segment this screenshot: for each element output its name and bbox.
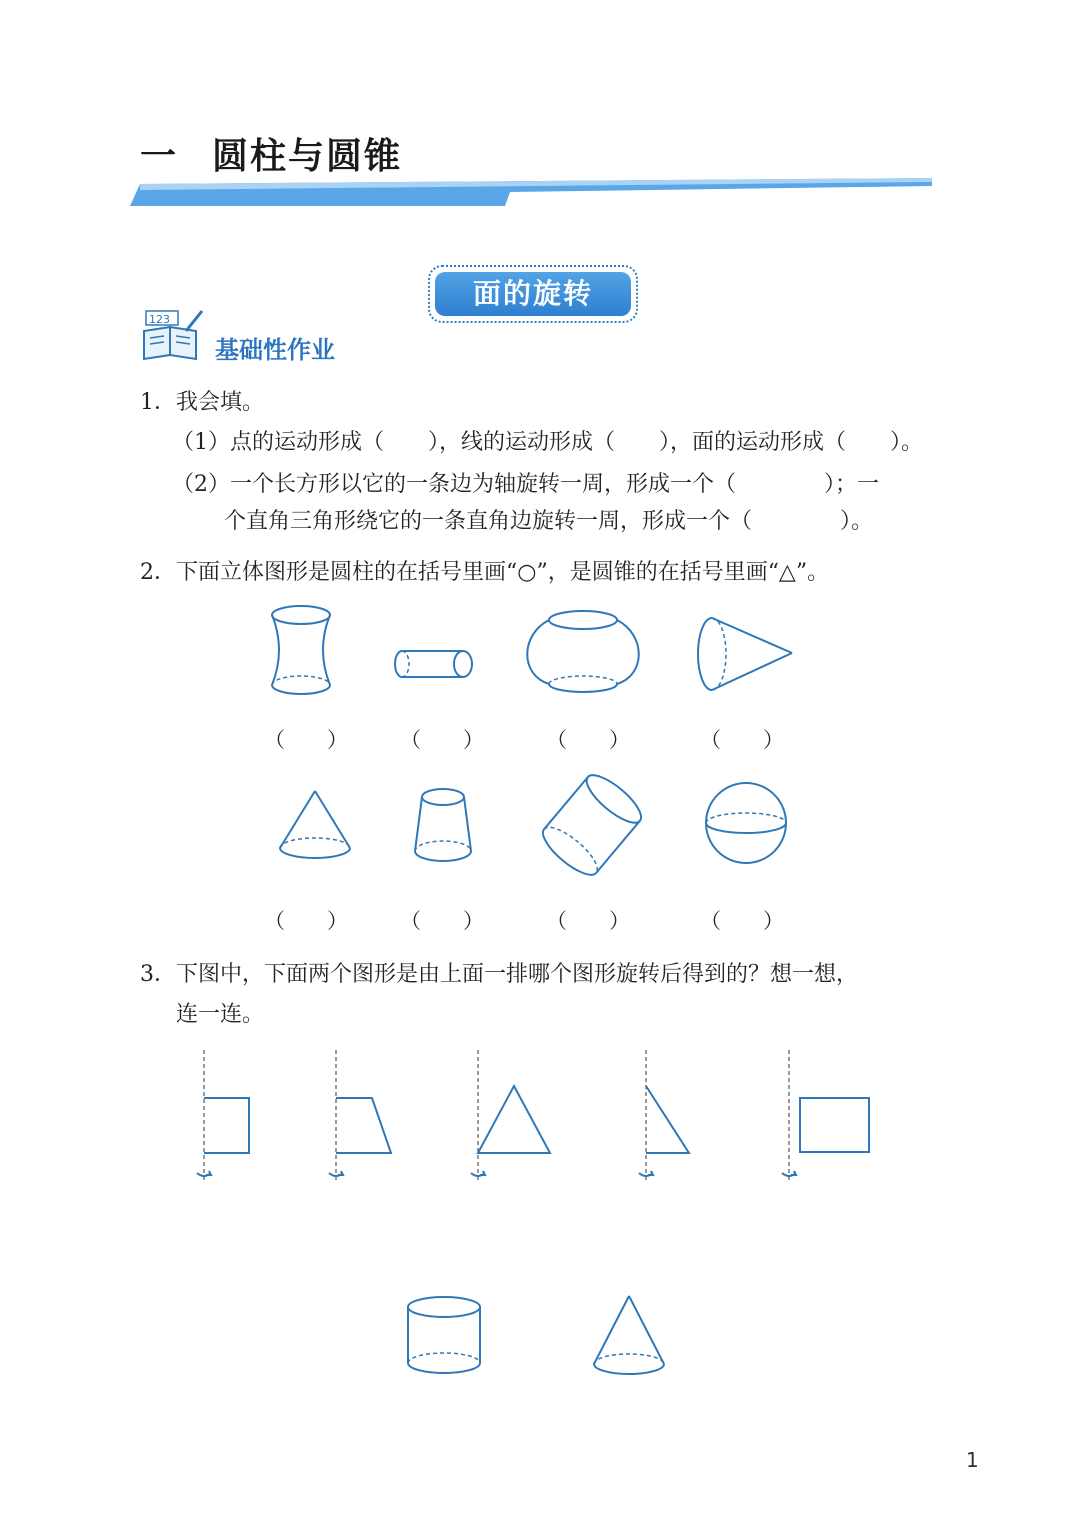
cylinder-icon	[408, 1297, 480, 1373]
barrel-icon	[527, 611, 639, 692]
sideways-cone-icon	[698, 618, 792, 690]
q1-item1: （1）点的运动形成（ ），线的运动形成（ ），面的运动形成（ ）。	[172, 430, 923, 455]
chapter-name: 圆柱与圆锥	[212, 136, 403, 177]
concave-cylinder-icon	[272, 606, 330, 694]
answer-blank[interactable]: （ ）	[700, 728, 784, 752]
answer-blank[interactable]: （ ）	[546, 909, 630, 933]
triangle-on-axis-icon	[471, 1050, 550, 1180]
frustum-icon	[415, 789, 471, 861]
q2-title: 2．下面立体图形是圆柱的在括号里画“○”，是圆锥的在括号里画“△”。	[140, 560, 830, 585]
cone-icon	[280, 791, 350, 858]
q3-shapes	[0, 1040, 1080, 1390]
answer-blank[interactable]: （ ）	[700, 909, 784, 933]
answer-blank[interactable]: （ ）	[546, 728, 630, 752]
q1-item2-line1: （2）一个长方形以它的一条边为轴旋转一周，形成一个（ ）；一	[172, 472, 879, 497]
answer-blank[interactable]: （ ）	[400, 728, 484, 752]
q1-title: 1．我会填。	[140, 390, 264, 415]
q1-item2-line2: 个直角三角形绕它的一条直角边旋转一周，形成一个（ ）。	[224, 509, 874, 534]
answer-blank[interactable]: （ ）	[400, 909, 484, 933]
q3-title-line1: 3．下图中，下面两个图形是由上面一排哪个图形旋转后得到的？想一想，	[140, 962, 858, 987]
chapter-banner	[0, 0, 1080, 230]
book-123-icon	[140, 305, 210, 365]
icon-digits: 123	[149, 313, 170, 326]
cone-icon	[594, 1296, 664, 1374]
rectangle-off-axis-icon	[782, 1050, 869, 1180]
section-label: 基础性作业	[215, 336, 335, 364]
tilted-cylinder-icon	[536, 768, 647, 882]
horizontal-cylinder-icon	[395, 651, 472, 677]
trapezoid-on-axis-icon	[329, 1050, 391, 1180]
answer-blank[interactable]: （ ）	[264, 909, 348, 933]
page-number: 1	[966, 1448, 979, 1472]
square-on-axis-icon	[197, 1050, 249, 1180]
chapter-number: 一	[140, 136, 179, 177]
lesson-title: 面的旋转	[435, 272, 631, 316]
q3-title-line2: 连一连。	[176, 1002, 265, 1027]
right-triangle-on-axis-icon	[639, 1050, 689, 1180]
sphere-icon	[706, 783, 786, 863]
lesson-badge	[428, 265, 638, 323]
q2-shapes	[0, 595, 1080, 895]
answer-blank[interactable]: （ ）	[264, 728, 348, 752]
